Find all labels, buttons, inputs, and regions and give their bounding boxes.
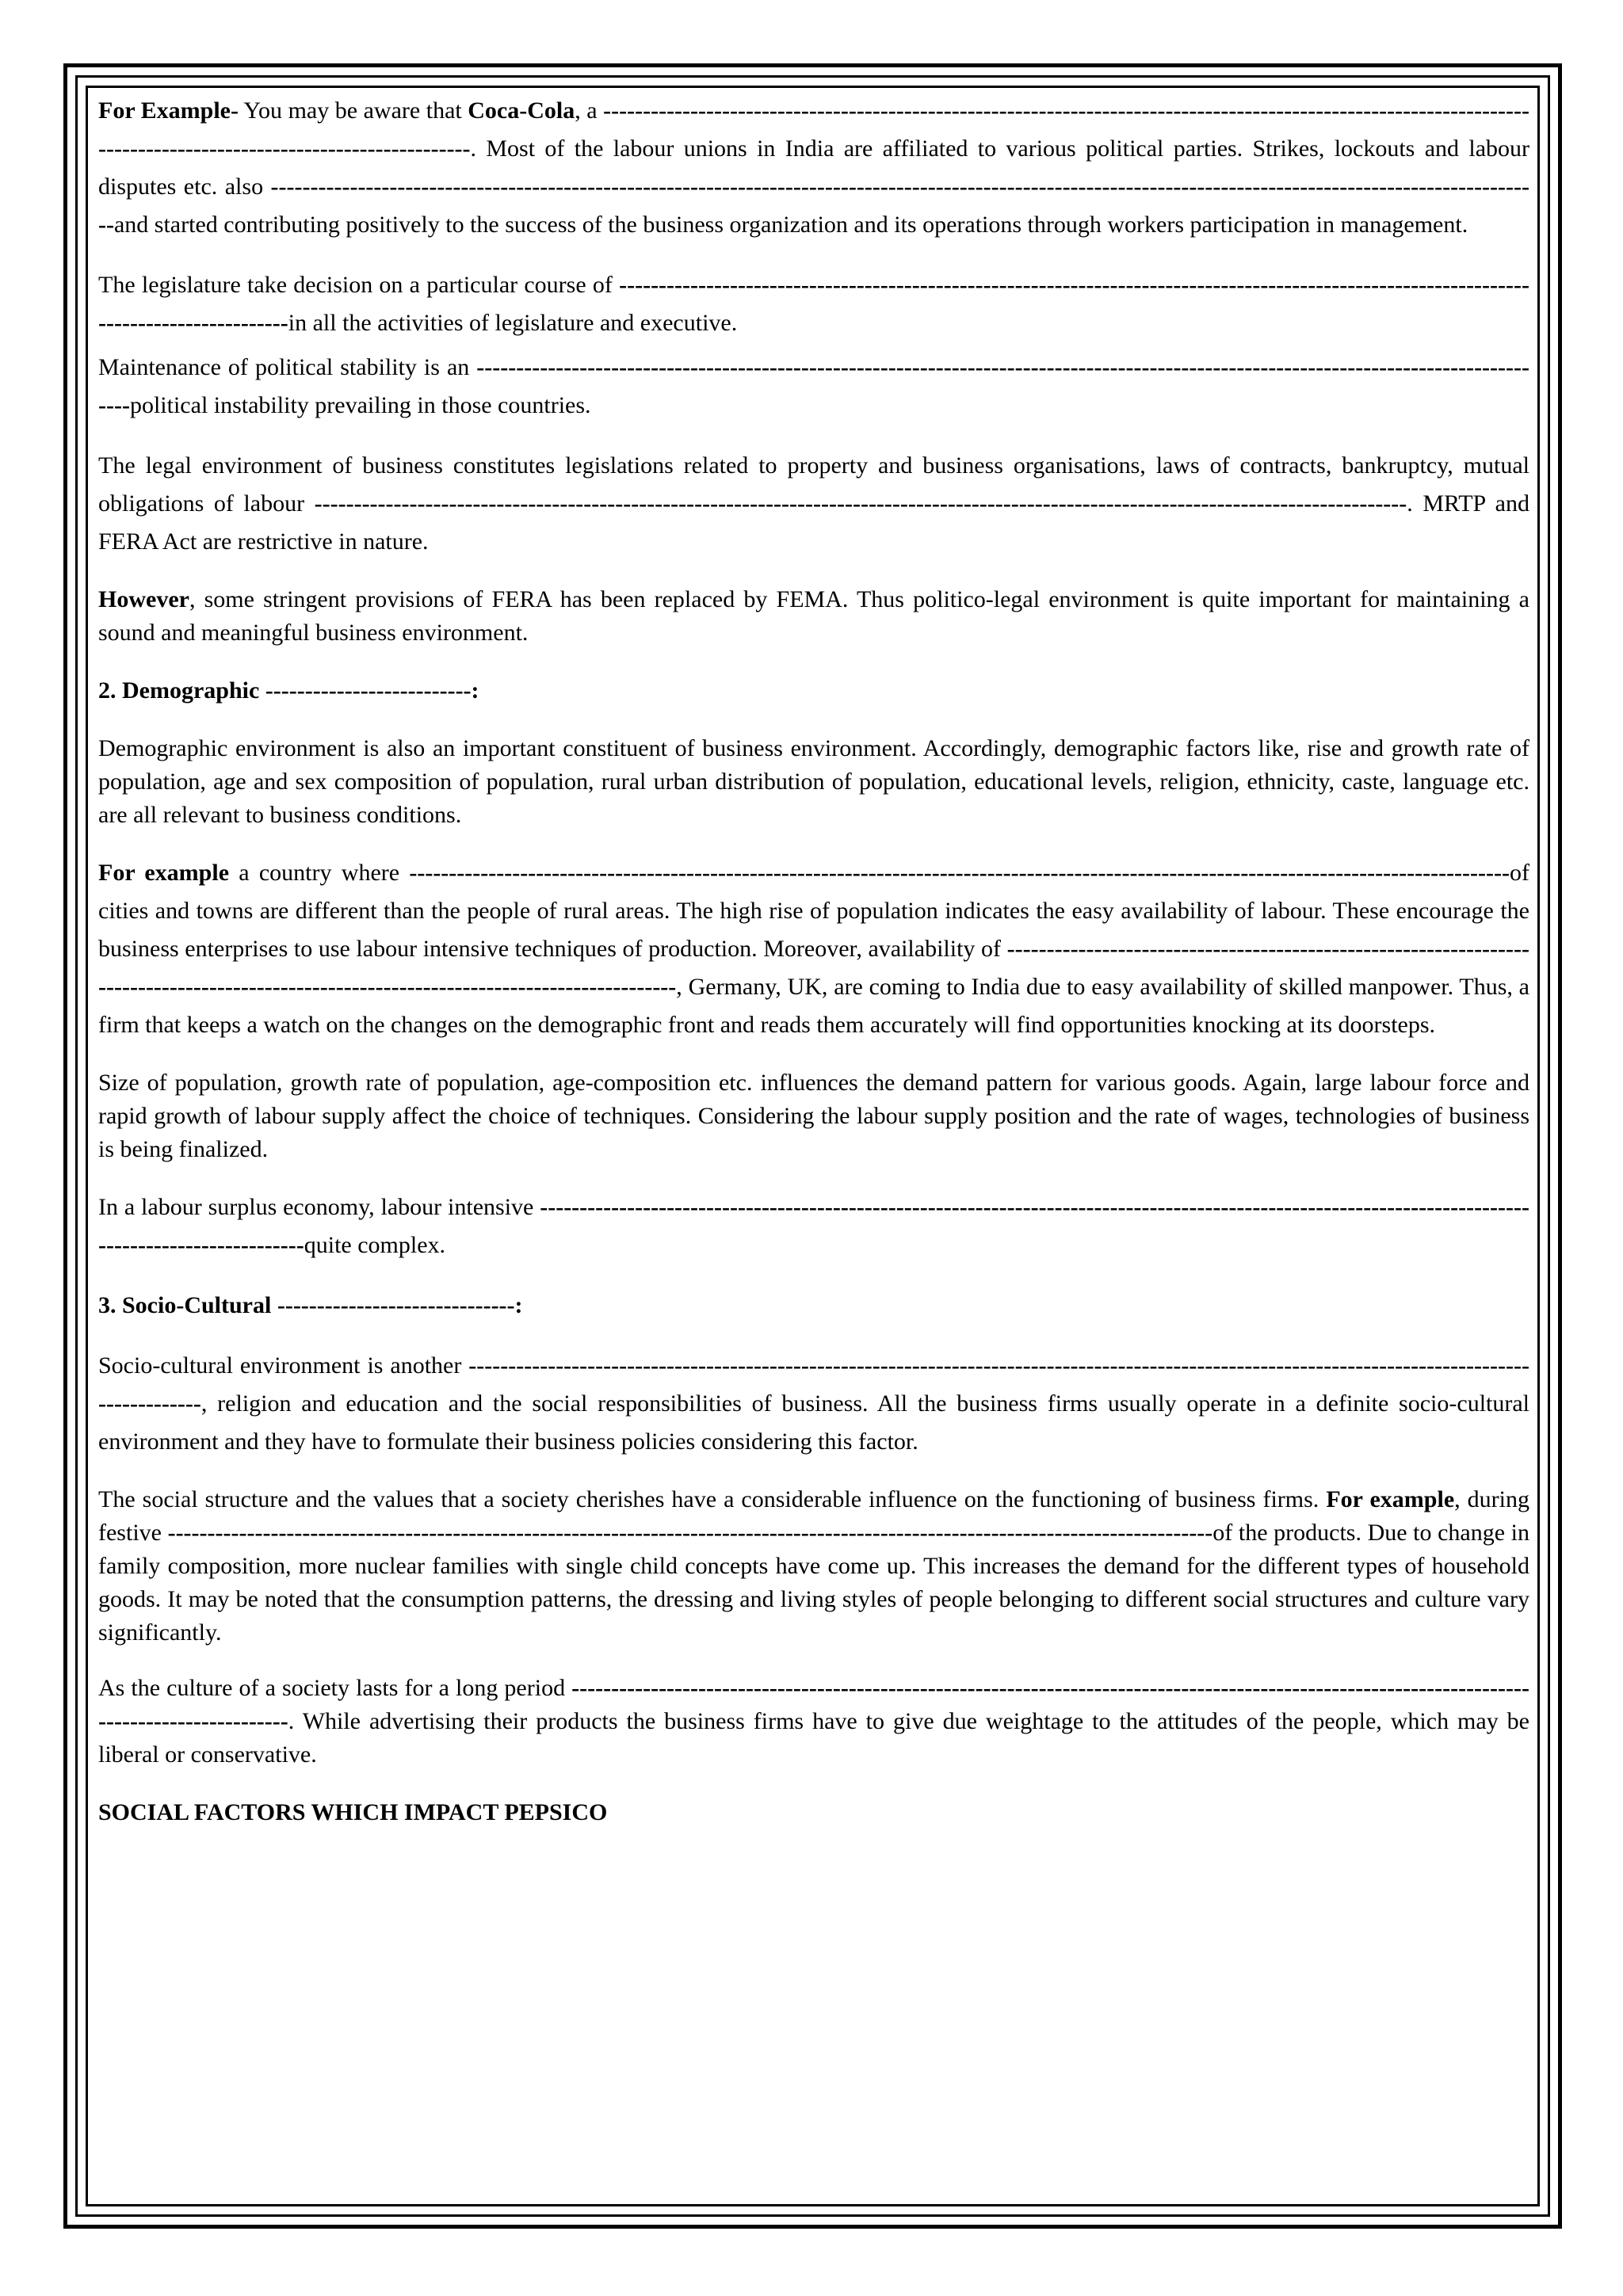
text: political instability prevailing in those countries. [129,392,591,418]
paragraph-social-structure [98,1483,1529,1650]
text: , a [575,97,604,124]
blank-line: ------------------------------------------------------------------------------------------------------------------------------------------- [98,272,1529,336]
blank-line: --------------------------------------------------------------------------------------------------------------------------------------------------- [98,1352,1529,1417]
text: You may be aware that [238,97,468,124]
text: As the culture of a society lasts for a long period [98,1675,572,1701]
paragraph-labour-surplus [98,1188,1529,1264]
paragraph-fera-fema [98,583,1529,650]
text: , religion and education and the social responsibilities of business. All the business firms usually operate in a definite socio-cultural environment and they have to formulate their business policies considering this factor. [98,1390,1529,1455]
paragraph-legislature [98,266,1529,342]
paragraph-socio-cultural-environment [98,1347,1529,1461]
text: Maintenance of political stability is an [98,354,477,380]
blank-line: ------------------------------------------------------------------------------------------------------------------------------------------ [314,490,1407,517]
text: of cities and towns are different than the people of rural areas. The high rise of population indicates the easy availability of labour. These encourage the business enterprises to use labour intensive techniques of production. Moreover, availability of [98,860,1529,962]
blank-line: ------------------------------------------------------------------------------------------------------------------------------------------------- [98,1675,1529,1734]
blank-line: -------------------------------------------------------------------------------------------------------------------------------------------------------------------- [98,97,1529,162]
text: in all the activities of legislature and executive. [288,310,738,336]
lead-label: However [98,586,189,612]
blank-line: ------------------------------------------------------------------------------------------------------------------------------------------- [409,860,1510,886]
text: The legal environment of business constitutes legislations related to property and business organisations, laws of contracts, bankruptcy, mutual obligations of labour [98,452,1529,517]
text: and started contributing positively to the success of the business organization and its operations through workers participation in management. [113,212,1468,238]
text: quite complex. [304,1232,446,1258]
paragraph-population-size: Size of population, growth rate of population, age-composition etc. influences the demand pattern for various goods. Again, large labour force and rapid growth of labour supply affect the choice of techniques. Considering the labour supply position and the rate of wages, technologies of business is being finalized. [98,1070,1529,1162]
lead-label: For example [98,860,230,886]
text: , Germany, UK, are coming to India due to easy availability of skilled manpower. Thus, a firm that keeps a watch on the changes on the demographic front and reads them accurately will find opportunities knocking at its doorsteps. [98,974,1529,1038]
paragraph-coca-cola-example [98,92,1529,244]
blank-line: ------------------------------------------------------------------------------------------------------------------------------------------------------- [98,1194,1529,1258]
text: , during festive [98,1486,1529,1546]
section-heading-demographic: 2. Demographic --------------------------: [98,677,479,704]
paragraph-demographic-environment: Demographic environment is also an important constituent of business environment. Accordingly, demographic factors like, rise and growth rate of population, age and sex composition of population, rural urban distribution of population, educational levels, religion, ethnicity, caste, language etc. are all relevant to business conditions. [98,735,1529,828]
text: In a labour surplus economy, labour intensive [98,1194,540,1220]
lead-label: For example [1326,1486,1455,1512]
blank-line: ------------------------------------------------------------------------------------------------------------------------------------ [167,1520,1213,1546]
blank-line: ----------------------------------------------------------------------------------------------------------------------------------------- [98,354,1529,418]
text: . Most of the labour unions in India are affiliated to various political parties. Strikes, lockouts and labour disputes etc. also [98,135,1529,200]
text: , some stringent provisions of FERA has been replaced by FEMA. Thus politico-legal environment is quite important for maintaining a sound and meaningful business environment. [98,586,1529,646]
paragraph-demographic-example [98,854,1529,1044]
blank-line: ------------------------------------------------------------------------------------------------------------------------------------------- [98,936,1529,1000]
paragraph-culture-period [98,1672,1529,1772]
text: a country where [229,860,410,886]
text: of the products. Due to change in family composition, more nuclear families with single child concepts have come up. This increases the demand for the different types of household goods. It may be noted that the consumption patterns, the dressing and living styles of people belonging to different social structures and culture vary significantly. [98,1520,1529,1646]
text: . While advertising their products the business firms have to give due weightage to the attitudes of the people, which may be liberal or conservative. [98,1708,1529,1768]
lead-label: For Example- [98,97,239,124]
paragraph-legal-environment [98,447,1529,561]
text: The social structure and the values that a society cherishes have a considerable influence on the functioning of business firms. [98,1486,1327,1512]
text: The legislature take decision on a particular course of [98,272,620,298]
blank-line: ----------------------------------------------------------------------------------------------------------------------------------------------------------------- [98,174,1529,238]
document-body [98,92,1529,1854]
text: Socio-cultural environment is another [98,1352,469,1379]
brand-name: Coca-Cola [468,97,575,124]
section-heading-socio-cultural: 3. Socio-Cultural ------------------------------: [98,1292,523,1318]
footer-heading: SOCIAL FACTORS WHICH IMPACT PEPSICO [98,1799,608,1825]
text: . MRTP and FERA Act are restrictive in nature. [98,490,1529,555]
paragraph-political-stability [98,349,1529,425]
